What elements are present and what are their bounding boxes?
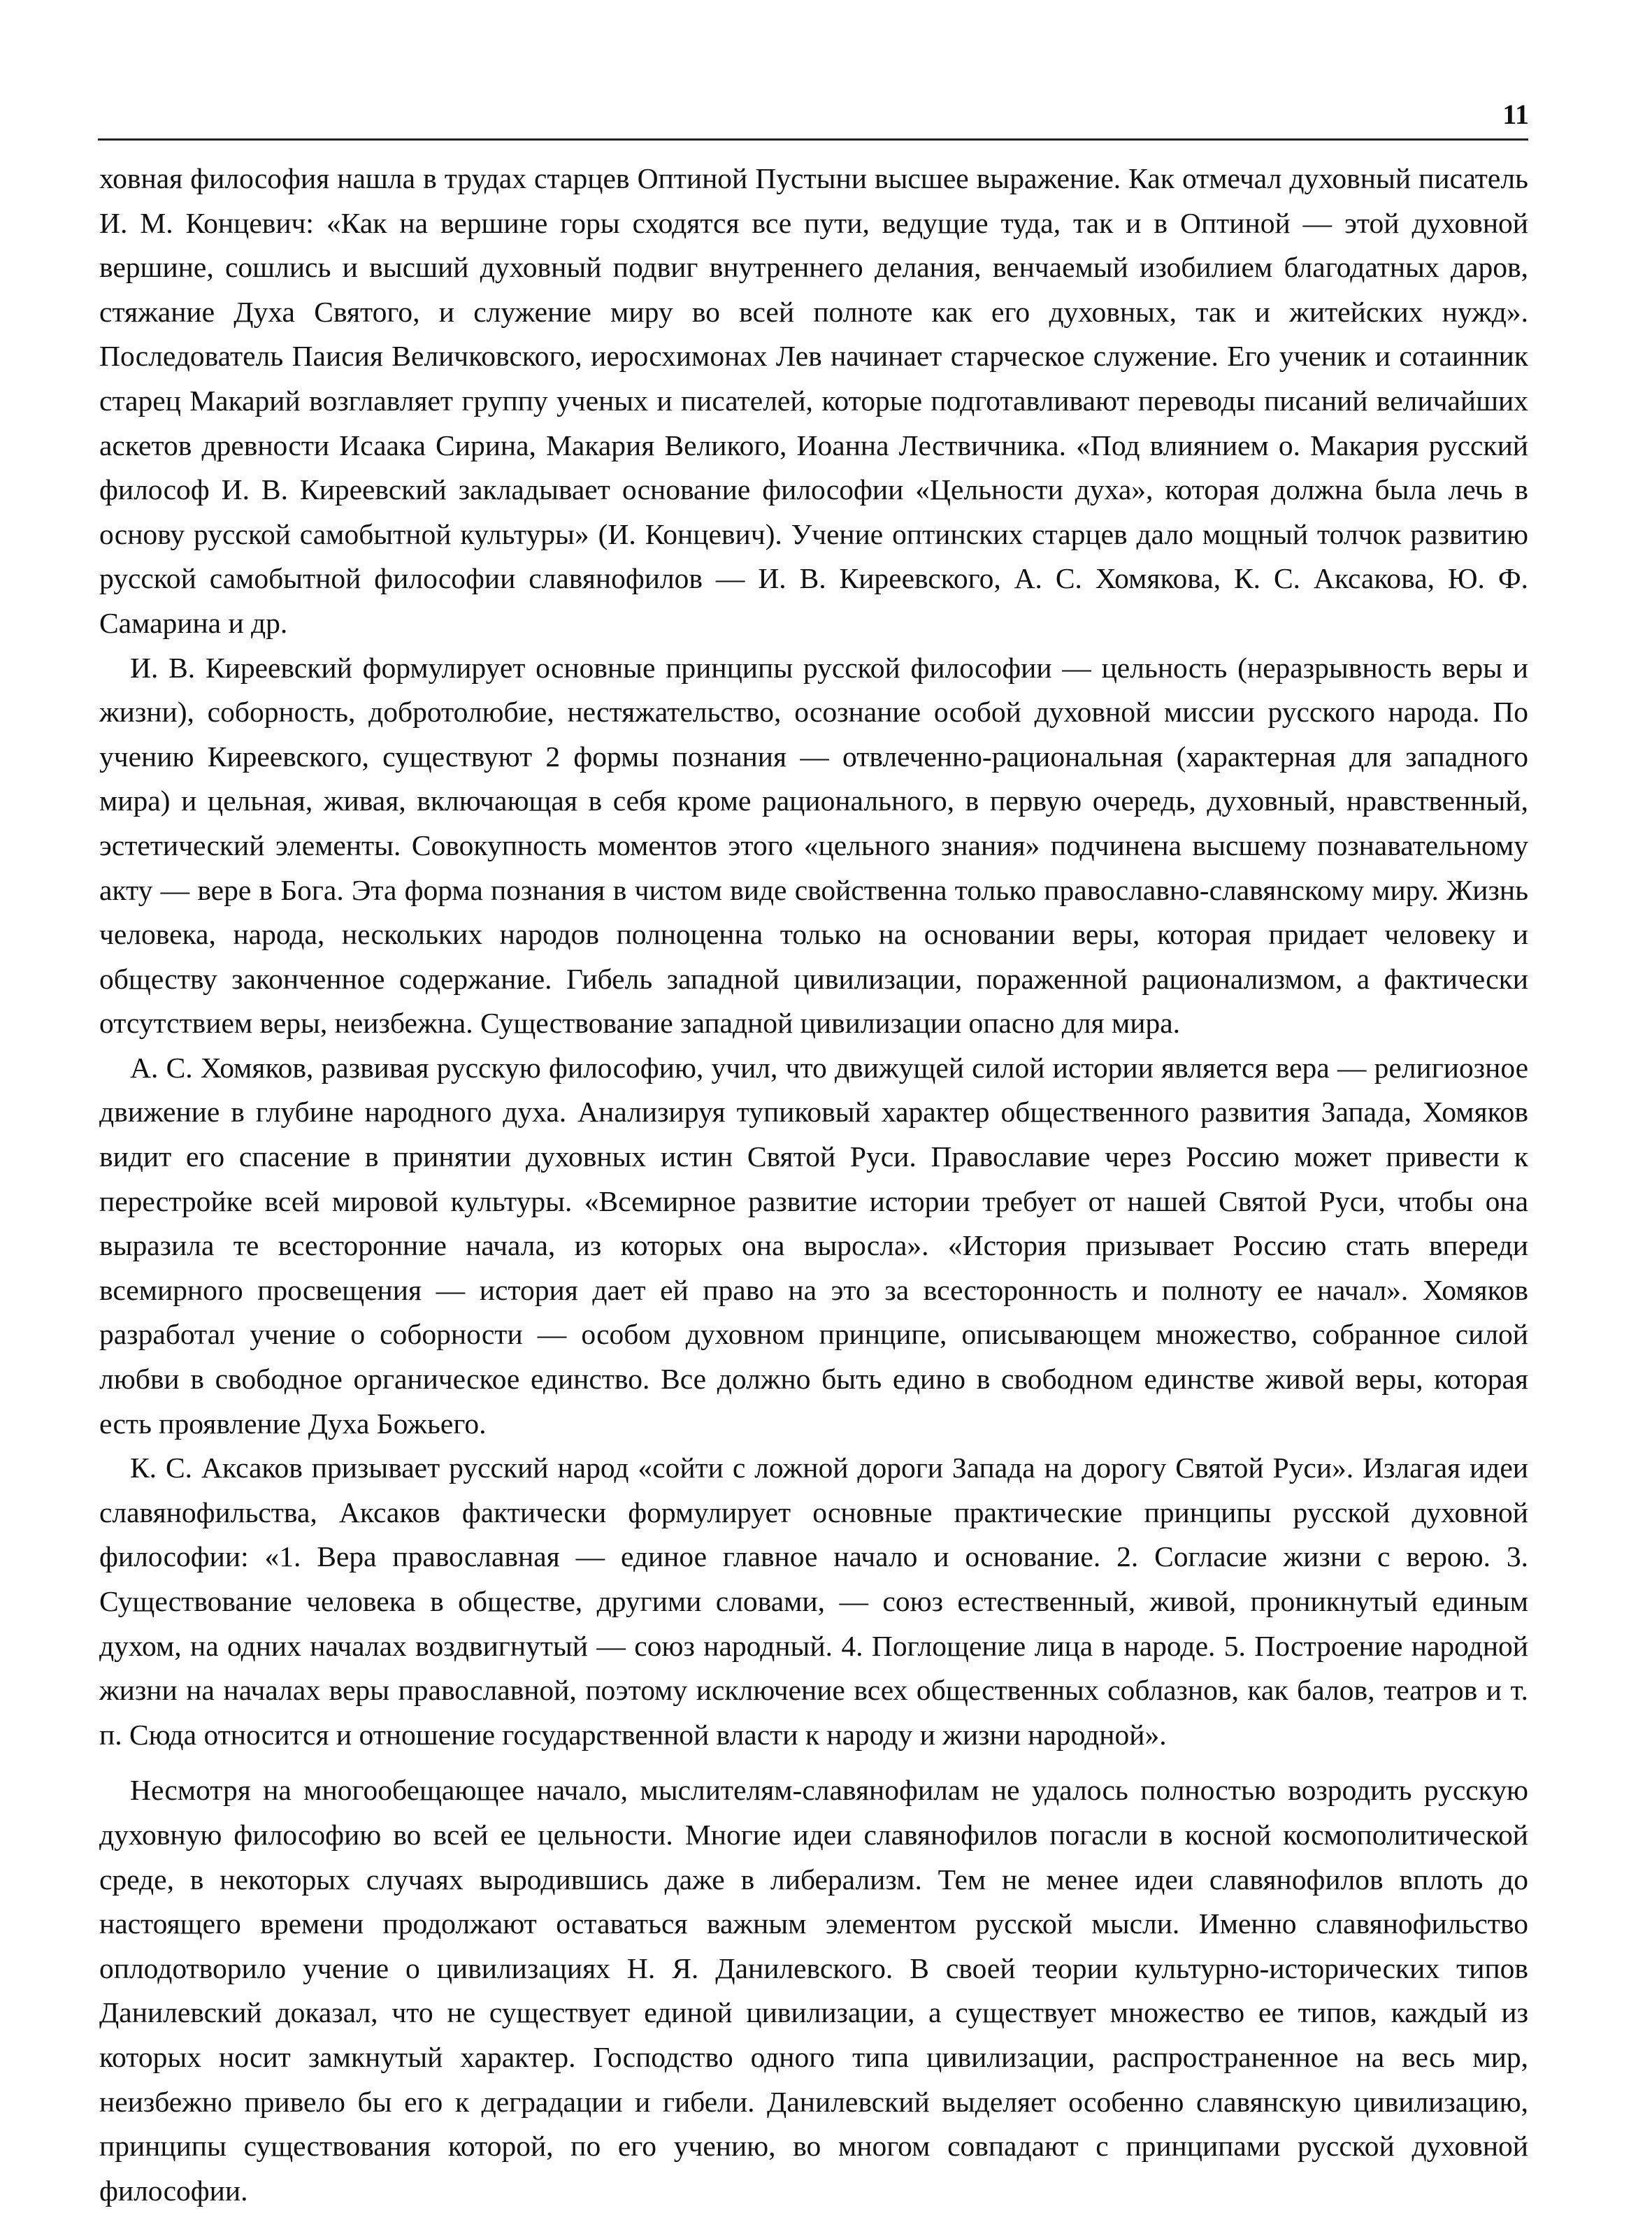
paragraph-kireevsky: И. В. Киреевский формулирует основные принципы русской философии — цельность (неразрывность веры и жизни), соборность, добротолюбие, нестяжательство, осознание особой духовной миссии русского народа. По учению Киреевского, существуют 2 формы познания — отвлеченно-рациональная (характерная для западного мира) и цельная, живая, включающая в себя кроме рационального, в первую очередь, духовный, нравственный, эстетический элементы. Совокупность моментов этого «цельного знания» подчинена высшему познавательному акту — вере в Бога. Эта форма познания в чистом виде свойственна только православно-славянскому миру. Жизнь человека, народа, нескольких народов полноценна только на основании веры, которая придает человеку и обществу законченное содержание. Гибель западной цивилизации, пораженной рационализмом, а фактически отсутствием веры, неизбежна. Существование западной цивилизации опасно для мира.: [99, 651, 1528, 1040]
header-rule: [98, 138, 1528, 141]
paragraph-aksakov: К. С. Аксаков призывает русский народ «сойти с ложной дороги Запада на дорогу Святой Руси». Излагая идеи славянофильства, Аксаков фактически формулирует основные практические принципы русской духовной философии: «1. Вера православная — единое главное начало и основание. 2. Согласие жизни с верою. 3. Существование человека в обществе, другими словами, — союз естественный, живой, проникнутый единым духом, на одних началах воздвигнутый — союз народный. 4. Поглощение лица в народе. 5. Построение народной жизни на началах веры православной, поэтому исключение всех общественных соблазнов, как балов, театров и т. п. Сюда относится и отношение государственной власти к народу и жизни народной».: [99, 1452, 1528, 1751]
paragraph-optina: ховная философия нашла в трудах старцев Оптиной Пустыни высшее выражение. Как отмечал духовный писатель И. М. Концевич: «Как на вершине горы сходятся все пути, ведущие туда, так и в Оптиной — этой духовной вершине, сошлись и высший духовный подвиг внутреннего делания, венчаемый изобилием благодатных даров, стяжание Духа Святого, и служение миру во всей полноте как его духовных, так и житейских нужд». Последователь Паисия Величковского, иеросхимонах Лев начинает старческое служение. Его ученик и сотаинник старец Макарий возглавляет группу ученых и писателей, которые подготавливают переводы писаний величайших аскетов древности Исаака Сирина, Макария Великого, Иоанна Лествичника. «Под влиянием о. Макария русский философ И. В. Киреевский закладывает основание философии «Цельности духа», которая должна была лечь в основу русской самобытной культуры» (И. Концевич). Учение оптинских старцев дало мощный толчок развитию русской самобытной философии славянофилов — И. В. Киреевского, А. С. Хомякова, К. С. Аксакова, Ю. Ф. Самарина и др.: [99, 162, 1528, 639]
paragraph-khomyakov: А. С. Хомяков, развивая русскую философию, учил, что движущей силой истории является вера — религиозное движение в глубине народного духа. Анализируя тупиковый характер общественного развития Запада, Хомяков видит его спасение в принятии духовных истин Святой Руси. Православие через Россию может привести к перестройке всей мировой культуры. «Всемирное развитие истории требует от нашей Святой Руси, чтобы она выразила те всесторонние начала, из которых она выросла». «История призывает Россию стать впереди всемирного просвещения — история дает ей право на это за всесторонность и полноту ее начал». Хомяков разработал учение о соборности — особом духовном принципе, описывающем множество, собранное силой любви в свободное органическое единство. Все должно быть едино в свободном единстве живой веры, которая есть проявление Духа Божьего.: [99, 1051, 1528, 1440]
page-number: 11: [1502, 99, 1529, 130]
body-text: [99, 157, 1528, 2213]
paragraph-danilevsky: Несмотря на многообещающее начало, мыслителям-славянофилам не удалось полностью возродить русскую духовную философию во всей ее цельности. Многие идеи славянофилов погасли в косной космополитической среде, в некоторых случаях выродившись даже в либерализм. Тем не менее идеи славянофилов вплоть до настоящего времени продолжают оставаться важным элементом русской мысли. Именно славянофильство оплодотворило учение о цивилизациях Н. Я. Данилевского. В своей теории культурно-исторических типов Данилевский доказал, что не существует единой цивилизации, а существует множество ее типов, каждый из которых носит замкнутый характер. Господство одного типа цивилизации, распространенное на весь мир, неизбежно привело бы его к деградации и гибели. Данилевский выделяет особенно славянскую цивилизацию, принципы существования которой, по его учению, во многом совпадают с принципами русской духовной философии.: [99, 1774, 1528, 2207]
